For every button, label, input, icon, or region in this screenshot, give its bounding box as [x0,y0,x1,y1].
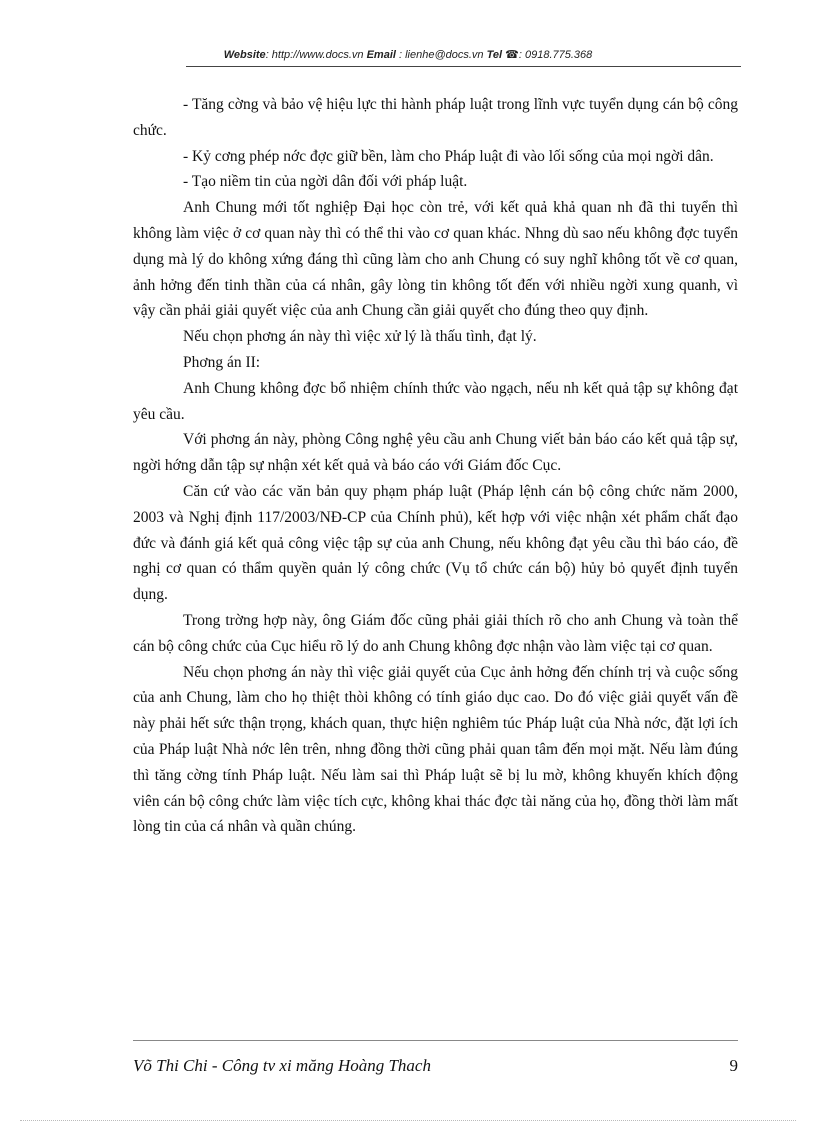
phone-icon: ☎ [505,49,519,61]
document-body [133,92,738,840]
website-label: Website [223,49,266,61]
tel-label: Tel [486,49,503,61]
email-label: Email [366,49,396,61]
footer-author: Võ Thi Chi - Công tv xi măng Hoàng Thach [133,1056,431,1075]
paragraph: Nếu chọn phơng án này thì việc xử lý là thấu tình, đạt lý. [183,328,537,346]
paragraph: - Tăng cờng và bảo vệ hiệu lực thi hành pháp luật trong lĩnh vực tuyển dụng cán bộ công chức. [133,96,738,139]
paragraph: - Tạo niềm tin của ngời dân đối với pháp luật. [183,173,468,191]
footer-divider [133,1040,738,1041]
paragraph: - Kỷ cơng phép nớc đợc giữ bền, làm cho Pháp luật đi vào lối sống của mọi ngời dân. [183,147,714,165]
paragraph: Với phơng án này, phòng Công nghệ yêu cầu anh Chung viết bản báo cáo kết quả tập sự, ngời hớng dẫn tập sự nhận xét kết quả và báo cáo với Giám đốc Cục. [133,431,738,475]
paragraph: Anh Chung mới tốt nghiệp Đại học còn trẻ, với kết quả khả quan nh đã thi tuyển thì không làm việc ở cơ quan này thì có thể thi vào cơ quan khác. Nhng dù sao nếu không đợc tuyển dụng mà lý do không xứng đáng thì cũng làm cho anh Chung có suy nghĩ không tốt về cơ quan, ảnh hởng đến tinh thần của cá nhân, gây lòng tin không tốt đến với nhiều ngời xung quanh, vì vậy cần phải giải quyết việc của anh Chung cần giải quyết cho đúng theo quy định. [133,199,738,320]
paragraph: Trong trờng hợp này, ông Giám đốc cũng phải giải thích rõ cho anh Chung và toàn thể cán bộ công chức của Cục hiểu rõ lý do anh Chung không đợc nhận vào làm việc tại cơ quan. [133,611,738,655]
email-value: : lienhe@docs.vn [399,49,484,61]
paragraph: Anh Chung không đợc bổ nhiệm chính thức vào ngạch, nếu nh kết quả tập sự không đạt yêu cầu. [133,379,738,423]
page-number: 9 [729,1056,738,1075]
tel-value: : 0918.775.368 [518,49,593,61]
bottom-dotted-line [20,1120,796,1121]
website-value: : http://www.docs.vn [265,49,364,61]
paragraph: Căn cứ vào các văn bản quy phạm pháp luật (Pháp lệnh cán bộ công chức năm 2000, 2003 và Nghị định 117/2003/NĐ-CP của Chính phủ), kết hợp với việc nhận xét phẩm chất đạo đức và đánh giá kết quả công việc tập sự của anh Chung, nếu không đạt yêu cầu thì báo cáo, đề nghị cơ quan có thẩm quyền quản lý công chức (Vụ tổ chức cán bộ) hủy bỏ quyết định tuyển dụng. [133,482,738,604]
paragraph: Nếu chọn phơng án này thì việc giải quyết của Cục ảnh hởng đến chính trị và cuộc sống của anh Chung, làm cho họ thiệt thòi không có tính giáo dục cao. Do đó việc giải quyết vấn đề này phải hết sức thận trọng, khách quan, thực hiện nghiêm túc Pháp luật của Nhà nớc, đặt lợi ích của Pháp luật Nhà nớc lên trên, nhng đồng thời cũng phải quan tâm đến mọi mặt. Nếu làm đúng thì tăng cờng tính Pháp luật. Nếu làm sai thì Pháp luật sẽ bị lu mờ, không khuyến khích động viên cán bộ công chức làm việc tích cực, không khai thác đợc tài năng của họ, đồng thời làm mất lòng tin của cá nhân và quần chúng. [133,663,738,836]
paragraph: Phơng án II: [183,353,261,371]
header-divider [186,66,741,67]
page-header [0,48,816,61]
